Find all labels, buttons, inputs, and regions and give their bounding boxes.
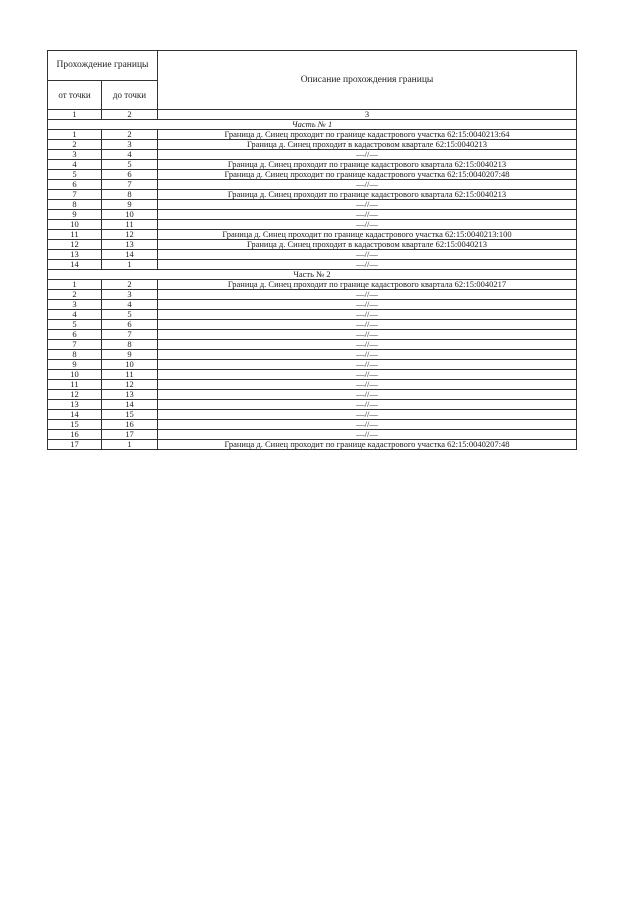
table-row — [48, 390, 577, 400]
from-point-cell: 6 — [48, 330, 102, 340]
description-cell: —//— — [158, 180, 577, 190]
table-row — [48, 140, 577, 150]
table-row — [48, 340, 577, 350]
description-cell: —//— — [158, 340, 577, 350]
from-point-cell: 12 — [48, 390, 102, 400]
description-cell: —//— — [158, 420, 577, 430]
from-point-cell: 13 — [48, 250, 102, 260]
table-row — [48, 170, 577, 180]
description-cell: —//— — [158, 370, 577, 380]
from-point-cell: 8 — [48, 350, 102, 360]
section-title: Часть № 2 — [48, 270, 577, 280]
to-point-cell: 1 — [102, 440, 158, 450]
from-point-cell: 4 — [48, 310, 102, 320]
description-cell: —//— — [158, 330, 577, 340]
table-row — [48, 220, 577, 230]
table-row — [48, 190, 577, 200]
table-row — [48, 380, 577, 390]
description-cell: Граница д. Синец проходит по границе кадастрового квартала 62:15:0040217 — [158, 280, 577, 290]
to-point-cell: 13 — [102, 390, 158, 400]
table-row — [48, 200, 577, 210]
description-cell: —//— — [158, 350, 577, 360]
to-point-cell: 16 — [102, 420, 158, 430]
to-point-cell: 11 — [102, 220, 158, 230]
to-point-cell: 12 — [102, 230, 158, 240]
column-number: 3 — [158, 110, 577, 120]
to-point-cell: 5 — [102, 310, 158, 320]
to-point-cell: 8 — [102, 340, 158, 350]
table-row — [48, 350, 577, 360]
from-point-cell: 9 — [48, 360, 102, 370]
to-point-cell: 9 — [102, 350, 158, 360]
table-row — [48, 300, 577, 310]
table-row — [48, 370, 577, 380]
to-point-cell: 5 — [102, 160, 158, 170]
table-row — [48, 260, 577, 270]
from-point-cell: 1 — [48, 280, 102, 290]
description-cell: Граница д. Синец проходит по границе кадастрового квартала 62:15:0040213 — [158, 190, 577, 200]
from-point-cell: 17 — [48, 440, 102, 450]
from-point-cell: 2 — [48, 140, 102, 150]
description-cell: —//— — [158, 400, 577, 410]
from-point-cell: 13 — [48, 400, 102, 410]
description-cell: Граница д. Синец проходит по границе кадастрового квартала 62:15:0040213 — [158, 160, 577, 170]
from-point-cell: 10 — [48, 220, 102, 230]
from-point-cell: 8 — [48, 200, 102, 210]
column-number: 2 — [102, 110, 158, 120]
to-point-cell: 3 — [102, 140, 158, 150]
from-point-cell: 14 — [48, 260, 102, 270]
description-cell: —//— — [158, 360, 577, 370]
column-number: 1 — [48, 110, 102, 120]
from-point-cell: 7 — [48, 190, 102, 200]
description-cell: —//— — [158, 380, 577, 390]
table-row — [48, 430, 577, 440]
table-row — [48, 360, 577, 370]
column-number-row — [48, 110, 577, 120]
table-row — [48, 410, 577, 420]
description-cell: —//— — [158, 200, 577, 210]
header-row — [48, 51, 577, 81]
description-cell: —//— — [158, 210, 577, 220]
table-row — [48, 320, 577, 330]
table-row — [48, 310, 577, 320]
from-point-cell: 12 — [48, 240, 102, 250]
description-cell: —//— — [158, 300, 577, 310]
description-cell: —//— — [158, 260, 577, 270]
table-row — [48, 330, 577, 340]
from-point-cell: 10 — [48, 370, 102, 380]
to-point-cell: 8 — [102, 190, 158, 200]
table-row — [48, 240, 577, 250]
to-point-cell: 15 — [102, 410, 158, 420]
to-point-cell: 1 — [102, 260, 158, 270]
description-cell: —//— — [158, 310, 577, 320]
to-point-cell: 2 — [102, 280, 158, 290]
description-cell: —//— — [158, 410, 577, 420]
description-cell: Граница д. Синец проходит по границе кадастрового участка 62:15:0040213:64 — [158, 130, 577, 140]
from-point-cell: 9 — [48, 210, 102, 220]
from-point-cell: 1 — [48, 130, 102, 140]
to-point-cell: 7 — [102, 180, 158, 190]
description-cell: —//— — [158, 430, 577, 440]
to-point-cell: 6 — [102, 170, 158, 180]
description-cell: —//— — [158, 150, 577, 160]
description-cell: Граница д. Синец проходит по границе кадастрового участка 62:15:0040207:48 — [158, 170, 577, 180]
table-row — [48, 130, 577, 140]
from-point-cell: 16 — [48, 430, 102, 440]
description-cell: Граница д. Синец проходит в кадастровом квартале 62:15:0040213 — [158, 140, 577, 150]
section-row — [48, 120, 577, 130]
from-point-cell: 15 — [48, 420, 102, 430]
description-cell: —//— — [158, 250, 577, 260]
description-cell: Граница д. Синец проходит в кадастровом квартале 62:15:0040213 — [158, 240, 577, 250]
header-description: Описание прохождения границы — [158, 51, 577, 110]
boundary-table — [47, 50, 577, 450]
to-point-cell: 3 — [102, 290, 158, 300]
table-row — [48, 160, 577, 170]
to-point-cell: 17 — [102, 430, 158, 440]
to-point-cell: 9 — [102, 200, 158, 210]
to-point-cell: 10 — [102, 360, 158, 370]
to-point-cell: 2 — [102, 130, 158, 140]
from-point-cell: 3 — [48, 150, 102, 160]
table-row — [48, 280, 577, 290]
table-row — [48, 210, 577, 220]
to-point-cell: 11 — [102, 370, 158, 380]
to-point-cell: 4 — [102, 150, 158, 160]
to-point-cell: 12 — [102, 380, 158, 390]
from-point-cell: 6 — [48, 180, 102, 190]
to-point-cell: 14 — [102, 400, 158, 410]
to-point-cell: 14 — [102, 250, 158, 260]
section-row — [48, 270, 577, 280]
table-row — [48, 180, 577, 190]
table-row — [48, 400, 577, 410]
to-point-cell: 4 — [102, 300, 158, 310]
from-point-cell: 5 — [48, 170, 102, 180]
to-point-cell: 10 — [102, 210, 158, 220]
table-row — [48, 250, 577, 260]
table-row — [48, 440, 577, 450]
description-cell: —//— — [158, 290, 577, 300]
description-cell: Граница д. Синец проходит по границе кадастрового участка 62:15:0040207:48 — [158, 440, 577, 450]
header-passage: Прохождение границы — [48, 51, 158, 81]
from-point-cell: 11 — [48, 380, 102, 390]
header-from-point: от точки — [48, 81, 102, 110]
from-point-cell: 14 — [48, 410, 102, 420]
to-point-cell: 7 — [102, 330, 158, 340]
section-title: Часть № 1 — [48, 120, 577, 130]
table-row — [48, 150, 577, 160]
from-point-cell: 7 — [48, 340, 102, 350]
table-row — [48, 290, 577, 300]
table-body — [48, 51, 577, 450]
table-row — [48, 420, 577, 430]
description-cell: —//— — [158, 220, 577, 230]
from-point-cell: 2 — [48, 290, 102, 300]
description-cell: —//— — [158, 320, 577, 330]
from-point-cell: 5 — [48, 320, 102, 330]
description-cell: —//— — [158, 390, 577, 400]
from-point-cell: 3 — [48, 300, 102, 310]
header-to-point: до точки — [102, 81, 158, 110]
from-point-cell: 4 — [48, 160, 102, 170]
to-point-cell: 13 — [102, 240, 158, 250]
table-row — [48, 230, 577, 240]
from-point-cell: 11 — [48, 230, 102, 240]
description-cell: Граница д. Синец проходит по границе кадастрового участка 62:15:0040213:100 — [158, 230, 577, 240]
to-point-cell: 6 — [102, 320, 158, 330]
